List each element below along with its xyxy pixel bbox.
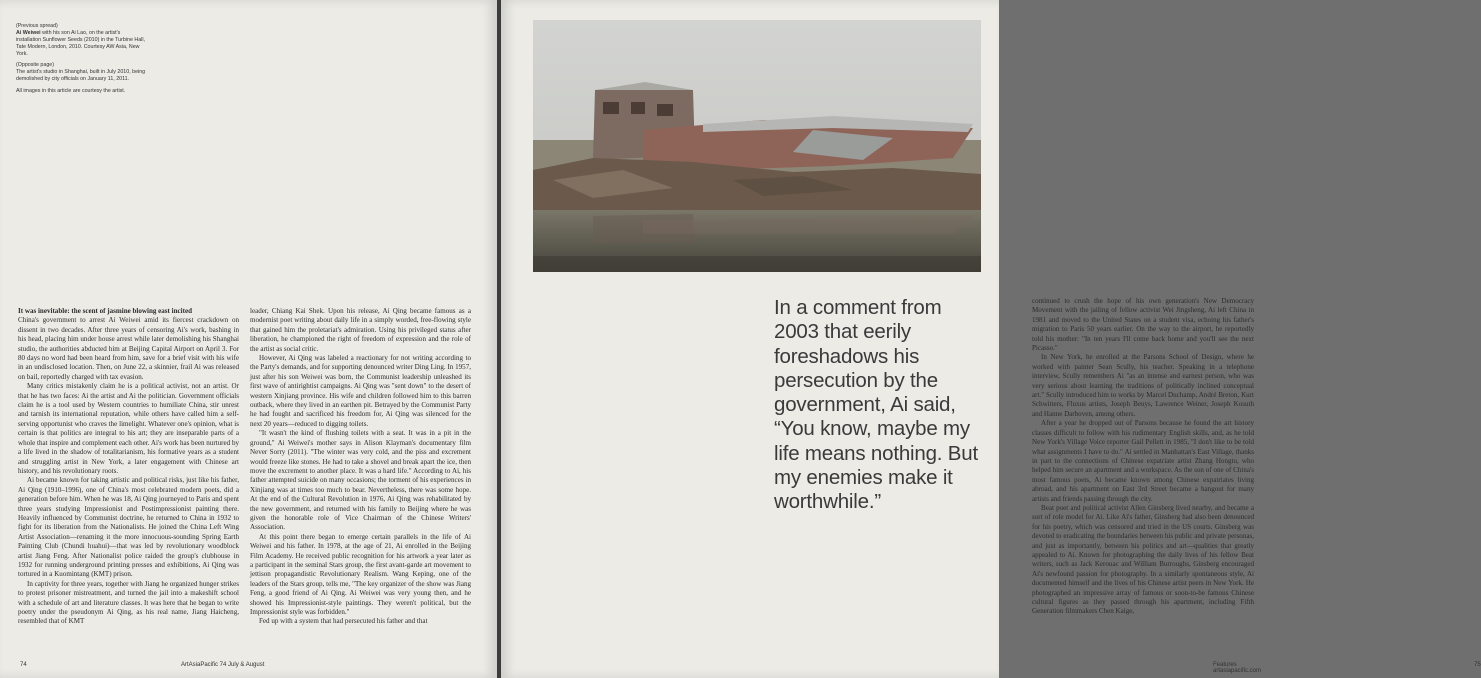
right-page bbox=[501, 0, 1481, 678]
paragraph-text: China's government to arrest Ai Weiwei amid its fiercest crackdown on dissent in two decades. After three years of censoring Ai's work, bashing in his head, placing him under house arrest while later demolishing his Shanghai studio, the authorities abducted him at Beijing Capital Airport on April 3. For 80 days no word had been heard from him, save for a brief visit with his wife in an undisclosed location. Then, on June 22, a skinnier, frail Ai was released on bail, reportedly charged with tax evasion. bbox=[18, 316, 239, 381]
paragraph: Ai became known for taking artistic and political risks, just like his father, Ai Qing (1910–1996), one of China's most celebrated modern poets, did a generation before him. When he was 18, Ai Qing journeyed to Paris and spent three years studying Impressionist and Postimpressionist painting there. Heavily influenced by Communist doctrine, he returned to China in 1932 to fight for its liberation from the Nationalists. He joined the China Left Wing Artist Association—renaming it the more innocuous-sounding Spring Earth Painting Club (Chundi huahui)—that was led by revolutionary woodblock artist Jiang Feng. After Nationalist police raided the group's clubhouse in 1932 for running underground printing presses and exhibitions, Ai Qing was tortured in a Kuomintang (KMT) prison. bbox=[18, 476, 239, 579]
caption-courtesy: All images in this article are courtesy the artist. bbox=[16, 88, 126, 94]
pull-quote: In a comment from 2003 that eerily foreshadows his persecution by the government, Ai said, “You know, maybe my life means nothing. But my enemies make it worthwhile.” bbox=[774, 296, 978, 514]
magazine-footer: ArtAsiaPacific 74 July & August bbox=[181, 662, 265, 668]
paragraph: However, Ai Qing was labeled a reactionary for not writing according to the Party's demands, and for supporting denounced writer Ding Ling. In 1957, just after his son Weiwei was born, the Communist leadership unleashed its first wave of antirightist campaigns. Ai Qing was "sent down" to the desert of western Xinjiang province. His wife and children followed him to this barren outback, where they lived in an earthen pit. Betrayed by the Communist Party he had fought and sacrificed his freedom for, Ai Qing was silenced for the next 20 years—reduced to digging toilets. bbox=[250, 354, 471, 428]
paragraph: continued to crush the hope of his own generation's New Democracy Movement with the jailing of fellow activist Wei Jingsheng, Ai left China in 1981 and moved to the United States on a student visa, echoing his father's migration to Paris 50 years earlier. On the way to the airport, he reportedly told his mother: "In ten years I'll come back home and you'll see the next Picasso." bbox=[1032, 297, 1254, 353]
paragraph: "It wasn't the kind of flushing toilets with a seat. It was in a pit in the ground," Ai Weiwei's mother says in Alison Klayman's documentary film Never Sorry (2011). "The winter was very cold, and the piss and excrement would freeze like stones. He had to take a shovel and break apart the ice, then move the excrement to another place. It was a hard life." According to Ai, his father attempted suicide on many occasions; the torment of his experiences in Xinjiang was at times too much to bear. Nevertheless, there was some hope. At the end of the Cultural Revolution in 1976, Ai Qing was rehabilitated by the new government, and returned with his family to Beijing where he was given the honorable role of Vice Chairman of the Chinese Writers' Association. bbox=[250, 429, 471, 532]
article-lead-in: It was inevitable: the scent of jasmine blowing east incited bbox=[18, 307, 193, 315]
section-footer: Features artasiapacific.com bbox=[1213, 662, 1262, 674]
caption-text: with his son Ai Lao, on the artist's installation Sunflower Seeds (2010) in the Turbine Hall, Tate Modern, London, 2010. Courtesy AW Asia, New York. bbox=[16, 29, 145, 57]
paragraph bbox=[18, 307, 239, 382]
caption-subject: Ai Weiwei bbox=[16, 29, 41, 36]
caption-label: (Previous spread) bbox=[16, 23, 58, 29]
page-number: 74 bbox=[20, 662, 27, 668]
paragraph: Fed up with a system that had persecuted his father and that bbox=[259, 617, 428, 626]
paragraph: Beat poet and political activist Allen Ginsberg lived nearby, and became a sort of role model for Ai. Like Ai's father, Ginsberg had also been denounced for his poetry, which was censored and tried in the US courts. Ginsberg was devoted to eradicating the boundaries between his public and private personas, and just as importantly, between his politics and art—qualities that greatly appealed to Ai. Known for photographing the daily lives of his fellow Beat writers, such as Jack Kerouac and William Burroughs, Ginsberg encouraged Ai's newfound passion for photography. In a similarly spontaneous style, Ai documented himself and the lives of his Chinese artist peers in New York. He photographed an impressive array of famous or soon-to-be famous Chinese cultural figures as they passed through his apartment, including Fifth Generation filmmakers Chen Kaige, bbox=[1032, 503, 1254, 616]
paragraph: Many critics mistakenly claim he is a political activist, not an artist. Or that he has two faces: Ai the artist and Ai the politician. Government officials claim he is a tool used by Western countries to humiliate China, stir unrest and tarnish its international reputation, while others have called him a self-serving opportunist who craves the limelight. Whatever one's opinion, what is certain is that politics are integral to his art; they are inseparable parts of a whole that inspire and complement each other. Ai's work has been nurtured by a life lived in the shadow of totalitarianism, his formative years as a student and struggling artist in New York, a later engagement with Chinese art history, and his revolutionary roots. bbox=[18, 382, 239, 475]
page-number: 75 bbox=[1474, 662, 1481, 668]
caption-label: (Opposite page) bbox=[16, 62, 54, 69]
left-page bbox=[0, 0, 497, 678]
paragraph: After a year he dropped out of Parsons because he found the art history classes difficult to follow with his rudimentary English skills, and, as he told New York's Village Voice reporter Gail Pellett in 1985, "I don't like to be told what assignments I have to do." Ai settled in Manhattan's East Village, thanks in part to the connections of Chinese expatriate artist Zhang Hongtu, who helped him secure an apartment and a workspace. As the son of one of China's most famous poets, Ai became known among Chinese expatriates living abroad, and his apartment on East 3rd Street became a hangout for many artists and friends passing through the city. bbox=[1032, 419, 1254, 503]
article-column-1 bbox=[18, 307, 239, 662]
paragraph: leader, Chiang Kai Shek. Upon his release, Ai Qing became famous as a modernist poet writing about daily life in a simply worded, free-flowing style that gained him the proletariat's admiration. Using his privileged status after liberation, he championed the right of freedom of expression and the role of the artist as social critic. bbox=[250, 307, 471, 353]
paragraph: In New York, he enrolled at the Parsons School of Design, where he worked with painter Sean Scully, his teacher. Speaking in a telephone interview, Scully remembers Ai "as an intense and earnest person, who was very serious about learning the traditions of politically inclined conceptual art." Scully introduced him to works by Marcel Duchamp, André Breton, Kurt Schwitters, Fluxus artists, Joseph Beuys, Lawrence Weiner, Joseph Kosuth and Hanne Darboven, among others. bbox=[1032, 353, 1254, 418]
demolished-studio-photo bbox=[533, 20, 981, 272]
article-column-2 bbox=[250, 307, 471, 652]
caption-text: The artist's studio in Shanghai, built in July 2010, being demolished by city officials on January 11, 2011. bbox=[16, 69, 146, 83]
paragraph: In captivity for three years, together with Jiang he organized hunger strikes to protest prisoner mistreatment, and turned the jail into a makeshift school with a schedule of art and literature classes. It was here that he began to write poetry under the pseudonym Ai Qing, as his real name, Jiang Haicheng, resembled that of KMT bbox=[18, 579, 239, 626]
article-column-3 bbox=[1032, 297, 1254, 643]
photo-captions bbox=[16, 23, 146, 100]
paragraph: At this point there began to emerge certain parallels in the life of Ai Weiwei and his father. In 1978, at the age of 21, Ai enrolled in the Beijing Film Academy. He received public recognition for his artwork a year later as a participant in the seminal Stars group, the first avant-garde art movement to jettison propagandistic Revolutionary Realism. Wang Keping, one of the leaders of the Stars group, tells me, "The key organizer of the show was Jiang Feng, a good friend of Ai Qing. Ai Weiwei was very young then, and he showed his Impressionist-style paintings. They weren't political, but the Impressionist style was forbidden." bbox=[250, 532, 471, 616]
